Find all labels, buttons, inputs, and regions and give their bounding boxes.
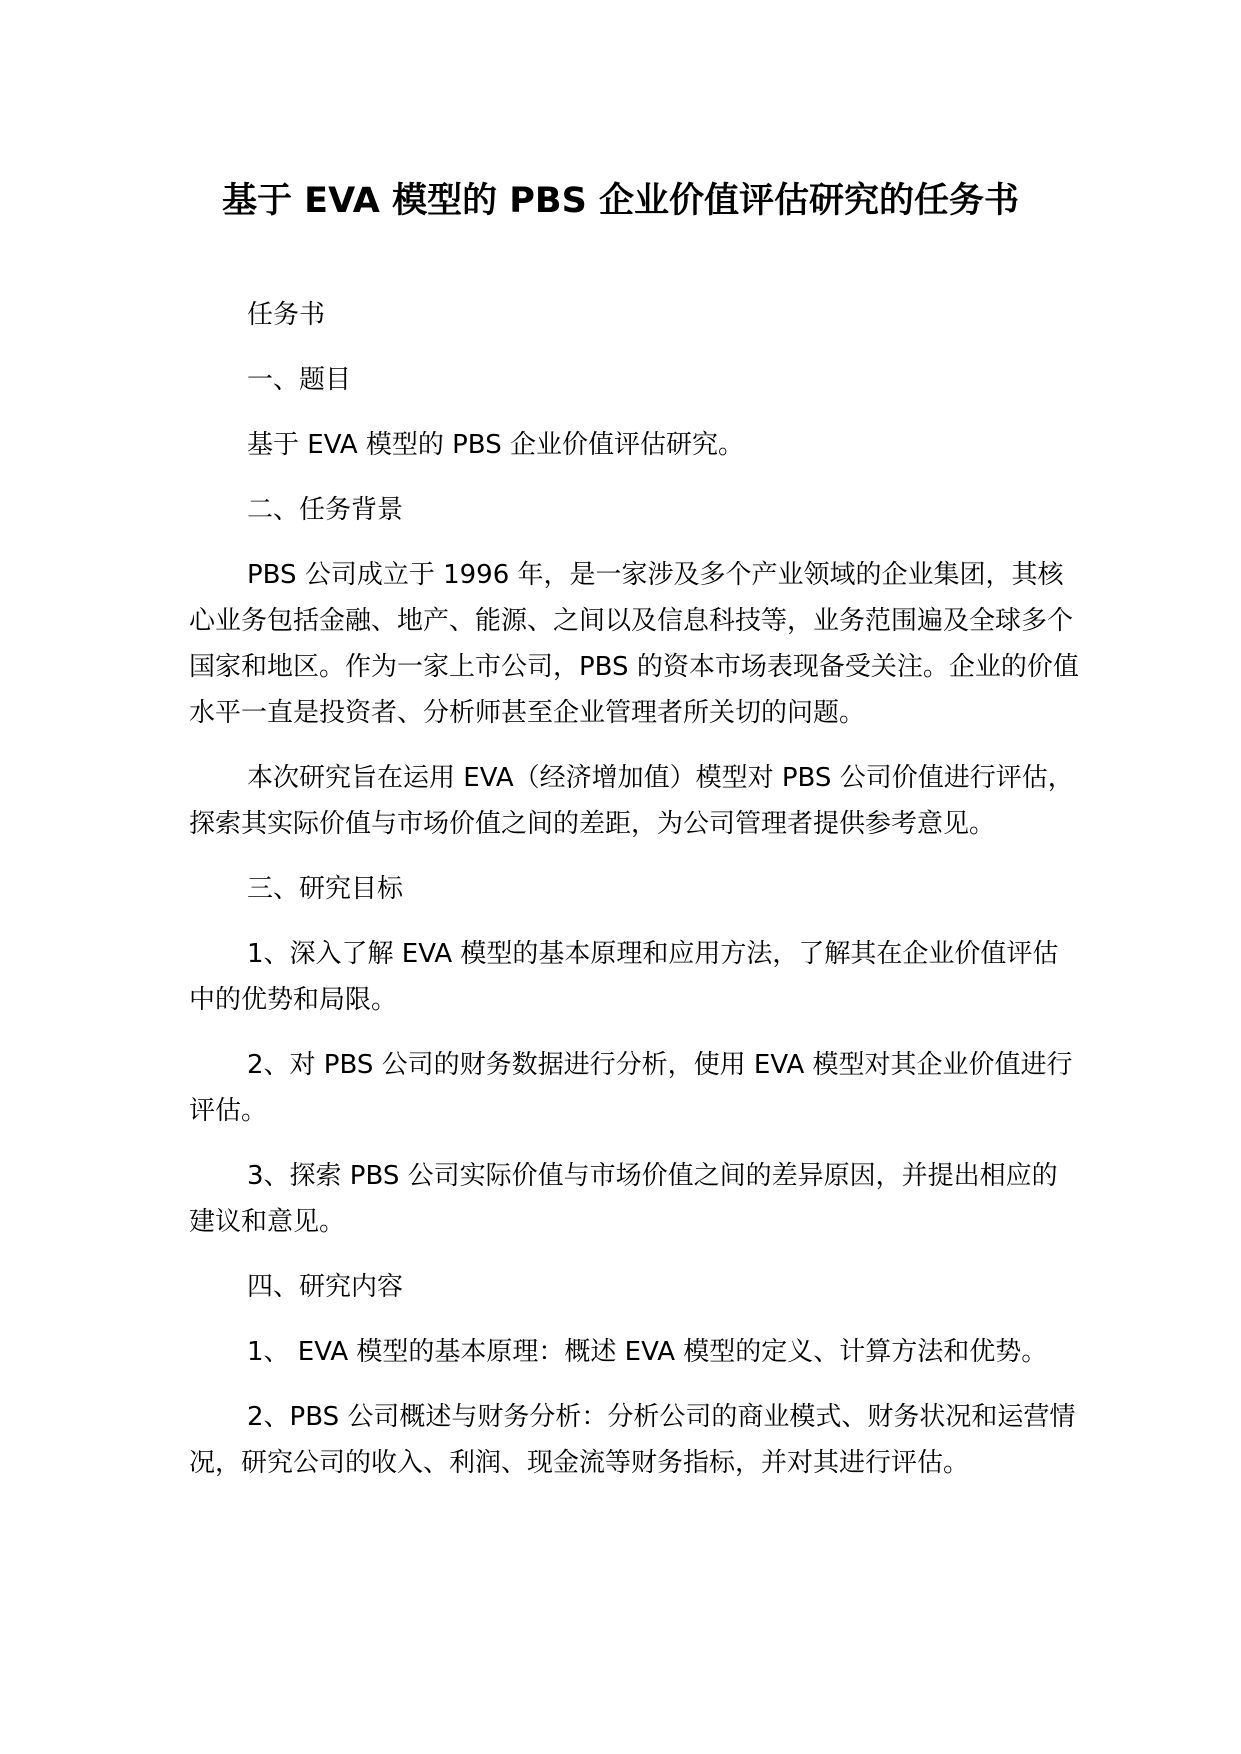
objective-item-3: 3、探索 PBS 公司实际价值与市场价值之间的差异原因，并提出相应的建议和意见。 [189,1161,1058,1237]
content-item-1: 1、 EVA 模型的基本原理：概述 EVA 模型的定义、计算方法和优势。 [247,1337,1048,1367]
section-heading-topic: 一、题目 [247,365,352,395]
background-paragraph-2: 本次研究旨在运用 EVA（经济增加值）模型对 PBS 公司价值进行评估，探索其实际价值与市场价值之间的差距，为公司管理者提供参考意见。 [189,763,1074,839]
background-paragraph-1: PBS 公司成立于 1996 年，是一家涉及多个产业领域的企业集团，其核心业务包括金融、地产、能源、之间以及信息科技等，业务范围遍及全球多个国家和地区。作为一家上市公司，PBS 的资本市场表现备受关注。企业的价值水平一直是投资者、分析师甚至企业管理者所关切的问题。 [189,560,1079,728]
objective-item-1: 1、深入了解 EVA 模型的基本原理和应用方法，了解其在企业价值评估中的优势和局限。 [189,939,1059,1015]
section-heading-content: 四、研究内容 [247,1272,404,1302]
document-title: 基于 EVA 模型的 PBS 企业价值评估研究的任务书 [222,181,1019,221]
section-label-task-book: 任务书 [247,300,326,330]
content-item-2: 2、PBS 公司概述与财务分析：分析公司的商业模式、财务状况和运营情况，研究公司的收入、利润、现金流等财务指标，并对其进行评估。 [189,1402,1076,1478]
document-body [189,292,1079,1505]
section-heading-background: 二、任务背景 [247,495,404,525]
section-heading-objectives: 三、研究目标 [247,874,404,904]
topic-text: 基于 EVA 模型的 PBS 企业价值评估研究。 [247,430,744,460]
objective-item-2: 2、对 PBS 公司的财务数据进行分析，使用 EVA 模型对其企业价值进行评估。 [189,1050,1073,1126]
